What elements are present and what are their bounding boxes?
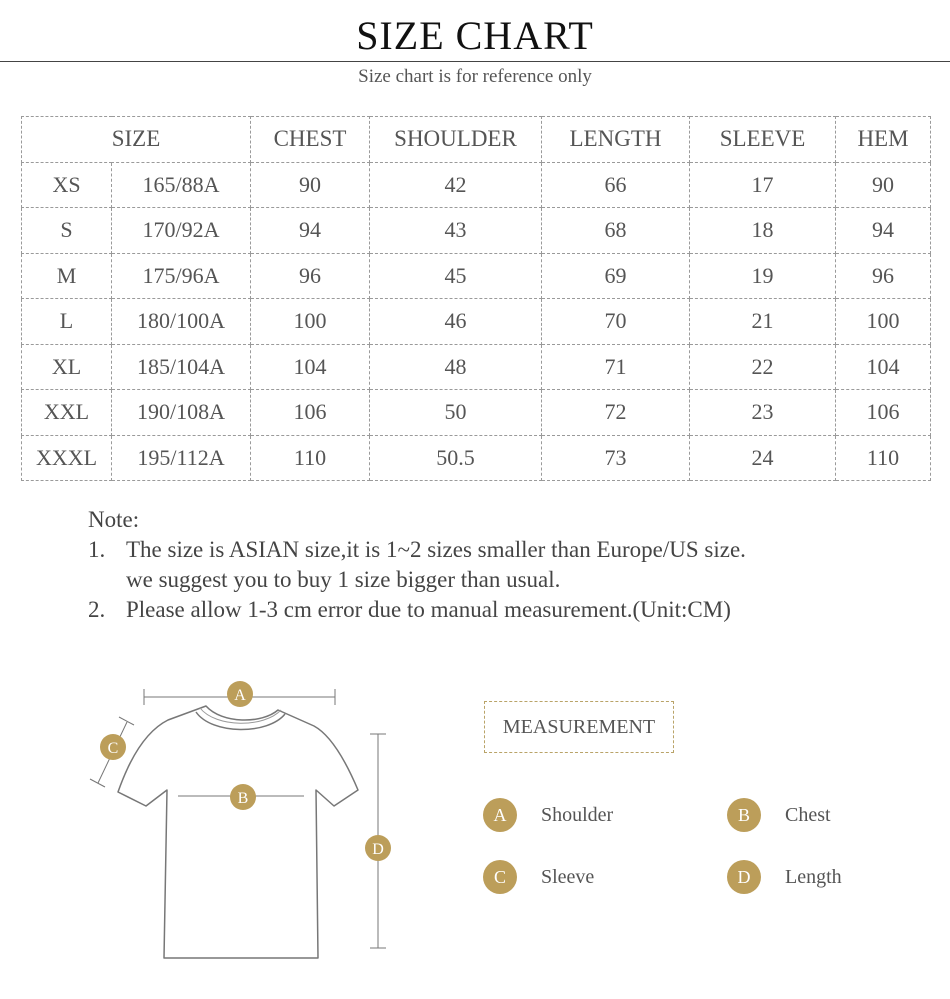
- marker-a-label: A: [234, 687, 246, 704]
- measurement-title: MEASUREMENT: [502, 715, 656, 738]
- table-row: [22, 344, 931, 390]
- cell-sleeve: 23: [690, 390, 836, 436]
- marker-d-label: D: [372, 841, 384, 858]
- table-row: [22, 390, 931, 436]
- cell-length: 72: [542, 390, 690, 436]
- cell-sleeve: 17: [690, 162, 836, 208]
- note-line: we suggest you to buy 1 size bigger than usual.: [126, 567, 561, 592]
- legend-item-chest: [727, 798, 831, 832]
- table-header-row: [22, 117, 931, 163]
- cell-chest: 100: [251, 299, 370, 345]
- cell-shoulder: 43: [370, 208, 542, 254]
- table-row: [22, 253, 931, 299]
- cell-size: XL: [22, 344, 112, 390]
- title-divider: [0, 61, 950, 62]
- cell-chest: 90: [251, 162, 370, 208]
- note-item: [88, 595, 928, 625]
- cell-hem: 90: [836, 162, 931, 208]
- note-text: [126, 595, 928, 625]
- legend-item-shoulder: [483, 798, 613, 832]
- cell-length: 69: [542, 253, 690, 299]
- cell-shoulder: 45: [370, 253, 542, 299]
- cell-length: 68: [542, 208, 690, 254]
- cell-sleeve: 22: [690, 344, 836, 390]
- legend-badge-d: D: [727, 860, 761, 894]
- cell-size: M: [22, 253, 112, 299]
- cell-length: 71: [542, 344, 690, 390]
- legend-label: Shoulder: [541, 803, 614, 826]
- legend-item-sleeve: [483, 860, 594, 894]
- cell-hem: 110: [836, 435, 931, 481]
- cell-code: 165/88A: [112, 162, 251, 208]
- measurement-title-box: [484, 701, 674, 753]
- cell-chest: 106: [251, 390, 370, 436]
- cell-chest: 96: [251, 253, 370, 299]
- marker-c-label: C: [107, 740, 119, 757]
- legend-label: Chest: [785, 803, 831, 826]
- tshirt-body: [118, 706, 358, 958]
- marker-b-label: B: [237, 790, 249, 807]
- tshirt-outline-icon: [80, 675, 410, 965]
- cell-code: 185/104A: [112, 344, 251, 390]
- table-row: [22, 162, 931, 208]
- header-size: SIZE: [22, 117, 251, 163]
- header-hem: HEM: [836, 117, 931, 163]
- header-shoulder: SHOULDER: [370, 117, 542, 163]
- note-text: [126, 535, 928, 595]
- sleeve-measure-tick: [90, 779, 105, 787]
- cell-size: S: [22, 208, 112, 254]
- note-line: The size is ASIAN size,it is 1~2 sizes smaller than Europe/US size.: [126, 537, 746, 562]
- cell-length: 66: [542, 162, 690, 208]
- header-length: LENGTH: [542, 117, 690, 163]
- legend-item-length: [727, 860, 842, 894]
- note-item: [88, 535, 928, 595]
- cell-code: 170/92A: [112, 208, 251, 254]
- cell-code: 175/96A: [112, 253, 251, 299]
- cell-chest: 94: [251, 208, 370, 254]
- legend-badge-a: A: [483, 798, 517, 832]
- cell-chest: 104: [251, 344, 370, 390]
- note-line: Please allow 1-3 cm error due to manual measurement.(Unit:CM): [126, 597, 731, 622]
- size-table: [21, 116, 931, 481]
- table-row: [22, 435, 931, 481]
- cell-size: L: [22, 299, 112, 345]
- cell-size: XS: [22, 162, 112, 208]
- cell-shoulder: 46: [370, 299, 542, 345]
- cell-size: XXXL: [22, 435, 112, 481]
- cell-hem: 94: [836, 208, 931, 254]
- legend-label: Sleeve: [541, 865, 595, 888]
- notes-heading: Note:: [88, 507, 140, 532]
- cell-shoulder: 50: [370, 390, 542, 436]
- table-row: [22, 299, 931, 345]
- cell-hem: 100: [836, 299, 931, 345]
- notes-section: [88, 505, 928, 625]
- cell-sleeve: 18: [690, 208, 836, 254]
- cell-code: 195/112A: [112, 435, 251, 481]
- cell-code: 190/108A: [112, 390, 251, 436]
- legend-label: Length: [785, 865, 842, 888]
- legend-badge-c: C: [483, 860, 517, 894]
- cell-code: 180/100A: [112, 299, 251, 345]
- page-subtitle: Size chart is for reference only: [358, 66, 592, 87]
- cell-sleeve: 21: [690, 299, 836, 345]
- header-chest: CHEST: [251, 117, 370, 163]
- page-title: SIZE CHART: [356, 13, 594, 58]
- cell-length: 73: [542, 435, 690, 481]
- cell-hem: 96: [836, 253, 931, 299]
- cell-length: 70: [542, 299, 690, 345]
- cell-shoulder: 48: [370, 344, 542, 390]
- cell-hem: 106: [836, 390, 931, 436]
- header-sleeve: SLEEVE: [690, 117, 836, 163]
- legend-badge-b: B: [727, 798, 761, 832]
- cell-shoulder: 50.5: [370, 435, 542, 481]
- table-row: [22, 208, 931, 254]
- cell-hem: 104: [836, 344, 931, 390]
- cell-sleeve: 19: [690, 253, 836, 299]
- cell-sleeve: 24: [690, 435, 836, 481]
- note-number: 2.: [88, 597, 106, 622]
- cell-shoulder: 42: [370, 162, 542, 208]
- cell-chest: 110: [251, 435, 370, 481]
- cell-size: XXL: [22, 390, 112, 436]
- note-number: 1.: [88, 537, 106, 562]
